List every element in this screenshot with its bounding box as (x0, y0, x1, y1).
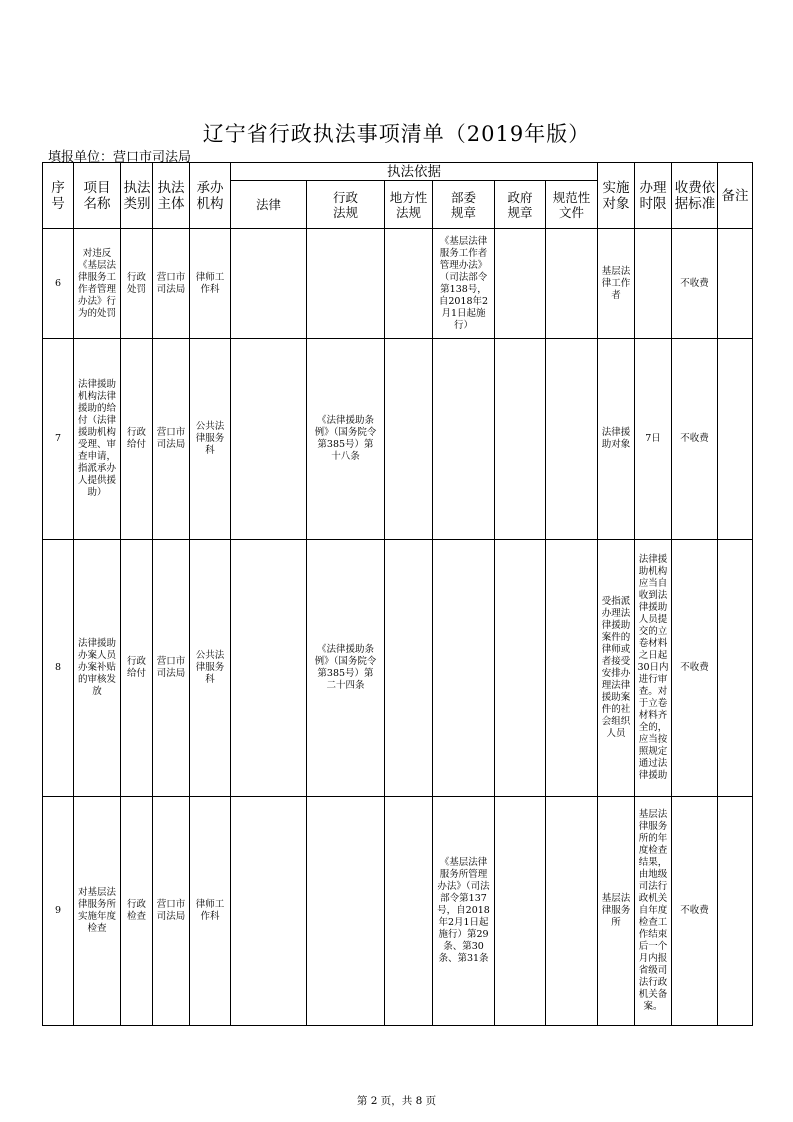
cell-normative-doc (546, 540, 598, 797)
header-name: 项目名称 (74, 163, 121, 229)
cell-subject: 营口市司法局 (153, 797, 190, 1026)
cell-name: 法律援助机构法律援助的给付（法律援助机构受理、审查申请，指派承办人提供援助） (74, 339, 121, 540)
enforcement-table (42, 162, 753, 1026)
header-subject: 执法主体 (153, 163, 190, 229)
cell-normative-doc (546, 229, 598, 339)
cell-type: 行政检查 (121, 797, 153, 1026)
header-remark: 备注 (718, 163, 753, 229)
cell-local-reg (385, 797, 433, 1026)
header-fee: 收费依据标准 (672, 163, 718, 229)
cell-org: 公共法律服务科 (190, 339, 231, 540)
cell-dept-rule: 《基层法律服务所管理办法》（司法部令第137号，自2018年2月1日起施行）第29条、第30条、第31条 (433, 797, 495, 1026)
table-row (43, 339, 753, 540)
cell-type: 行政给付 (121, 339, 153, 540)
header-normative-doc: 规范性文件 (546, 181, 598, 229)
cell-org: 律师工作科 (190, 229, 231, 339)
page-number: 第 2 页，共 8 页 (356, 1095, 437, 1107)
table-row (43, 229, 753, 339)
cell-law (231, 797, 307, 1026)
header-type: 执法类别 (121, 163, 153, 229)
cell-subject: 营口市司法局 (153, 540, 190, 797)
cell-seq: 7 (43, 339, 74, 540)
cell-gov-rule (495, 229, 546, 339)
cell-admin-reg: 《法律援助条例》（国务院令第385号）第二十四条 (307, 540, 385, 797)
cell-normative-doc (546, 797, 598, 1026)
cell-admin-reg: 《法律援助条例》（国务院令第385号）第十八条 (307, 339, 385, 540)
header-gov-rule: 政府规章 (495, 181, 546, 229)
cell-target: 法律援助对象 (598, 339, 635, 540)
header-basis: 执法依据 (231, 163, 598, 181)
cell-gov-rule (495, 797, 546, 1026)
cell-local-reg (385, 339, 433, 540)
cell-dept-rule (433, 339, 495, 540)
cell-seq: 8 (43, 540, 74, 797)
cell-type: 行政给付 (121, 540, 153, 797)
cell-seq: 6 (43, 229, 74, 339)
cell-law (231, 229, 307, 339)
cell-normative-doc (546, 339, 598, 540)
cell-target: 基层法律工作者 (598, 229, 635, 339)
header-time-limit: 办理时限 (635, 163, 672, 229)
cell-fee: 不收费 (672, 229, 718, 339)
cell-remark (718, 229, 753, 339)
cell-type: 行政处罚 (121, 229, 153, 339)
header-local-reg: 地方性法规 (385, 181, 433, 229)
filler-unit: 填报单位：营口市司法局 (48, 150, 192, 165)
cell-dept-rule (433, 540, 495, 797)
cell-local-reg (385, 540, 433, 797)
cell-org: 公共法律服务科 (190, 540, 231, 797)
cell-remark (718, 797, 753, 1026)
cell-target: 受指派办理法律援助案件的律师或者接受安排办理法律援助案件的社会组织人员 (598, 540, 635, 797)
cell-time-limit: 7日 (635, 339, 672, 540)
cell-fee: 不收费 (672, 540, 718, 797)
cell-name: 对基层法律服务所实施年度检查 (74, 797, 121, 1026)
cell-org: 律师工作科 (190, 797, 231, 1026)
cell-fee: 不收费 (672, 797, 718, 1026)
cell-name: 法律援助办案人员办案补贴的审核发放 (74, 540, 121, 797)
cell-local-reg (385, 229, 433, 339)
table-row (43, 540, 753, 797)
cell-name: 对违反《基层法律服务工作者管理办法》行为的处罚 (74, 229, 121, 339)
page-title: 辽宁省行政执法事项清单（2019年版） (202, 122, 591, 146)
cell-remark (718, 540, 753, 797)
cell-seq: 9 (43, 797, 74, 1026)
cell-law (231, 339, 307, 540)
cell-dept-rule: 《基层法律服务工作者管理办法》（司法部令第138号，自2018年2月1日起施行） (433, 229, 495, 339)
cell-admin-reg (307, 229, 385, 339)
table-row (43, 797, 753, 1026)
header-seq: 序号 (43, 163, 74, 229)
header-admin-reg: 行政法规 (307, 181, 385, 229)
cell-time-limit: 基层法律服务所的年度检查结果，由地级司法行政机关自年度检查工作结束后一个月内报省级司法行政机关备案。 (635, 797, 672, 1026)
cell-gov-rule (495, 540, 546, 797)
header-org: 承办机构 (190, 163, 231, 229)
cell-time-limit (635, 229, 672, 339)
header-law: 法律 (231, 181, 307, 229)
header-target: 实施对象 (598, 163, 635, 229)
cell-admin-reg (307, 797, 385, 1026)
cell-time-limit: 法律援助机构应当自收到法律援助人员提交的立卷材料之日起30日内进行审查。对于立卷材料齐全的，应当按照规定通过法律援助 (635, 540, 672, 797)
cell-fee: 不收费 (672, 339, 718, 540)
cell-subject: 营口市司法局 (153, 339, 190, 540)
cell-law (231, 540, 307, 797)
cell-subject: 营口市司法局 (153, 229, 190, 339)
header-dept-rule: 部委规章 (433, 181, 495, 229)
cell-gov-rule (495, 339, 546, 540)
cell-target: 基层法律服务所 (598, 797, 635, 1026)
cell-remark (718, 339, 753, 540)
